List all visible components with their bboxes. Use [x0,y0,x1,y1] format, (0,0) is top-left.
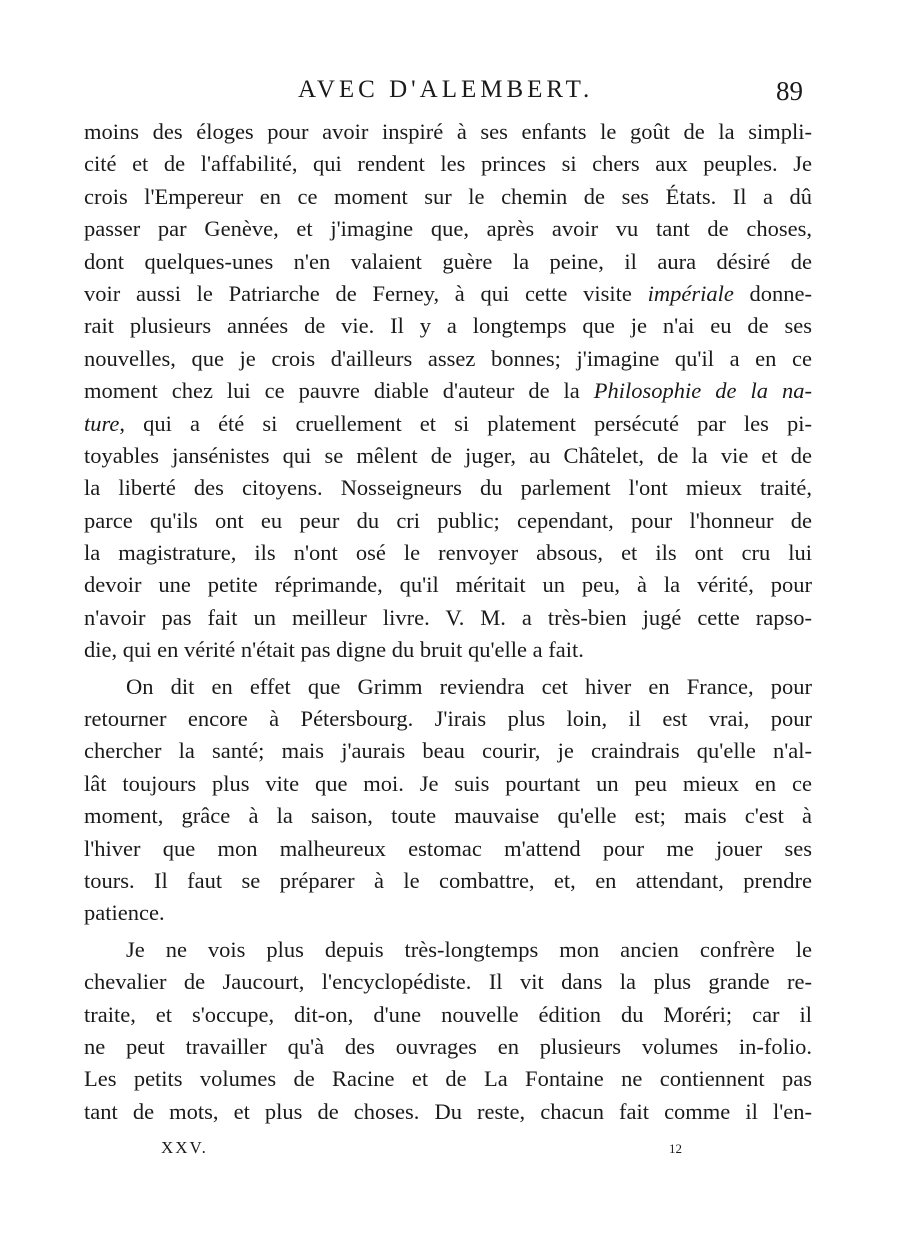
text-segment: la liberté des citoyens. Nosseigneurs du parlement l'ont mieux traité, [84,475,812,501]
text-line [84,602,812,634]
italic-text: ture [84,410,120,436]
text-segment: la magistrature, ils n'ont osé le renvoyer absous, et ils ont cru lui [84,540,812,566]
text-line [84,897,812,929]
text-segment: moins des éloges pour avoir inspiré à ses enfants le goût de la simpli- [84,119,812,144]
text-segment: cité et de l'affabilité, qui rendent les princes si chers aux peuples. Je [84,151,812,177]
text-line [84,278,812,310]
text-segment: passer par Genève, et j'imagine que, après avoir vu tant de choses, [84,216,812,242]
text-segment: voir aussi le Patriarche de Ferney, à qui cette visite [84,280,648,306]
text-segment: ne peut travailler qu'à des ouvrages en plusieurs volumes in-folio. [84,1033,812,1059]
gathering-number: 12 [669,1141,682,1156]
italic-text: impériale [647,280,734,306]
text-line [84,934,812,966]
text-segment: lât toujours plus vite que moi. Je suis pourtant un peu mieux en ce [84,770,812,796]
text-segment: toyables jansénistes qui se mêlent de juger, au Châtelet, de la vie et de [84,442,812,468]
text-line [84,1096,812,1128]
text-line [84,833,812,865]
text-line [84,865,812,897]
text-line [84,246,812,278]
signature-mark: XXV. [161,1138,208,1157]
text-segment: crois l'Empereur en ce moment sur le chemin de ses États. Il a dû [84,183,812,209]
text-line [84,408,812,440]
running-header [0,76,900,116]
text-segment: chevalier de Jaucourt, l'encyclopédiste. Il vit dans la plus grande re- [84,969,812,995]
text-line [84,735,812,767]
text-line [84,800,812,832]
text-line [84,181,812,213]
text-line [84,1031,812,1063]
text-line [84,537,812,569]
text-line [84,375,812,407]
text-segment: nouvelles, que je crois d'ailleurs assez bonnes; j'imagine qu'il a en ce [84,345,812,371]
text-segment: Je ne vois plus depuis très-longtemps mon ancien confrère le [126,936,812,962]
text-line [84,569,812,601]
text-line [84,505,812,537]
text-line [84,634,812,666]
text-segment: On dit en effet que Grimm reviendra cet hiver en France, pour [126,673,812,699]
text-line [84,1063,812,1095]
text-segment: traite, et s'occupe, dit-on, d'une nouvelle édition du Moréri; car il [84,1001,812,1027]
text-segment: n'avoir pas fait un meilleur livre. V. M. a très-bien jugé cette rapso- [84,604,812,630]
body-text [84,116,812,1128]
text-line [84,966,812,998]
text-segment: moment, grâce à la saison, toute mauvaise qu'elle est; mais c'est à [84,803,812,829]
text-line [84,440,812,472]
text-segment: devoir une petite réprimande, qu'il méritait un peu, à la vérité, pour [84,572,812,598]
text-line [84,213,812,245]
text-line [84,768,812,800]
text-segment: dont quelques-unes n'en valaient guère la peine, il aura désiré de [84,248,812,274]
page-footer [0,1138,900,1168]
text-segment: parce qu'ils ont eu peur du cri public; cependant, pour l'honneur de [84,507,812,533]
text-segment: die, qui en vérité n'était pas digne du bruit qu'elle a fait. [84,637,584,663]
text-segment: , qui a été si cruellement et si platement persécuté par les pi- [119,410,812,436]
text-segment: tours. Il faut se préparer à le combattre, et, en attendant, prendre [84,867,812,893]
text-segment: Les petits volumes de Racine et de La Fontaine ne contiennent pas [84,1066,812,1092]
text-segment: chercher la santé; mais j'aurais beau courir, je craindrais qu'elle n'al- [84,738,812,764]
text-segment: l'hiver que mon malheureux estomac m'attend pour me jouer ses [84,835,812,861]
text-line [84,343,812,375]
text-segment: rait plusieurs années de vie. Il y a longtemps que je n'ai eu de ses [84,313,812,339]
text-segment: moment chez lui ce pauvre diable d'auteur de la [84,378,594,404]
text-line [84,116,812,148]
text-line [84,472,812,504]
text-line [84,703,812,735]
text-line [84,999,812,1031]
text-segment: tant de mots, et plus de choses. Du reste, chacun fait comme il l'en- [84,1098,812,1124]
text-segment: retourner encore à Pétersbourg. J'irais plus loin, il est vrai, pour [84,706,812,732]
text-segment: patience. [84,900,165,926]
page-number: 89 [776,76,803,106]
text-segment: donne- [733,280,812,306]
text-line [84,671,812,703]
italic-text: Philosophie de la na- [593,378,812,404]
running-title: AVEC D'ALEMBERT. [298,76,594,103]
text-line [84,310,812,342]
text-line [84,148,812,180]
